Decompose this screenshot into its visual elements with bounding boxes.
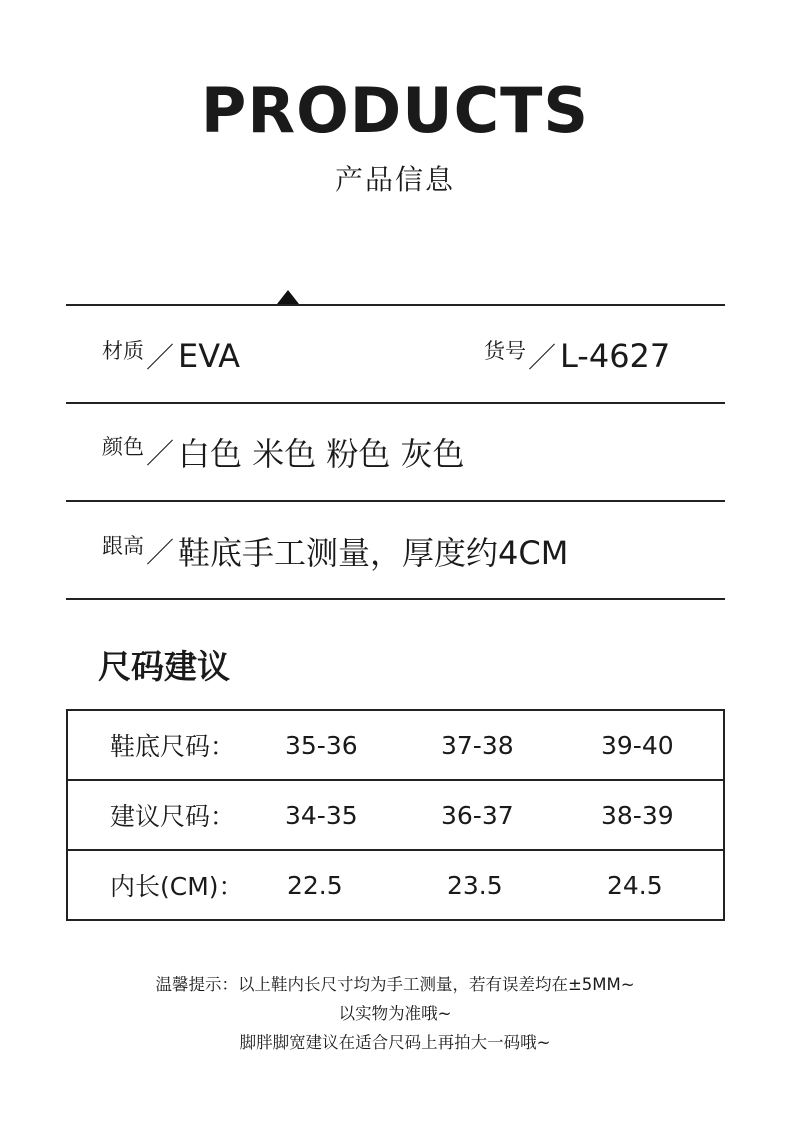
- material-value: EVA: [178, 337, 240, 375]
- table-cell: 34-35: [281, 780, 437, 850]
- size-table: [66, 709, 725, 921]
- separator: ／: [146, 341, 175, 374]
- material-row: [102, 326, 240, 386]
- heel-value: 鞋底手工测量，厚度约4CM: [178, 534, 569, 572]
- separator: ／: [528, 341, 557, 374]
- divider: [66, 500, 725, 502]
- note-line: 脚胖脚宽建议在适合尺码上再拍大一码哦~: [239, 1033, 551, 1052]
- color-value: 白色 米色 粉色 灰色: [178, 435, 465, 473]
- separator: ／: [146, 536, 175, 569]
- table-cell: 37-38: [441, 730, 514, 760]
- separator: ／: [146, 437, 175, 470]
- note-line: 温馨提示：以上鞋内长尺寸均为手工测量，若有误差均在±5MM~: [155, 975, 635, 994]
- item-number-label: 货号: [484, 339, 526, 363]
- table-cell: 36-37: [437, 780, 597, 850]
- table-cell: 38-39: [597, 780, 724, 850]
- material-label: 材质: [102, 339, 144, 363]
- table-row: [67, 710, 724, 780]
- note-line: 以实物为准哦~: [338, 1004, 452, 1023]
- page-subtitle: 产品信息: [334, 163, 455, 196]
- table-cell: 23.5: [437, 850, 597, 920]
- row-label: 建议尺码：: [67, 780, 281, 850]
- table-cell: 35-36: [285, 730, 358, 760]
- table-cell: 24.5: [597, 850, 724, 920]
- table-cell: 22.5: [281, 850, 437, 920]
- item-number-row: [484, 326, 670, 386]
- heel-row: [102, 521, 568, 581]
- divider: [66, 304, 725, 306]
- table-cell: 39-40: [601, 730, 674, 760]
- divider: [66, 598, 725, 600]
- table-row: [67, 780, 724, 850]
- triangle-marker-icon: [277, 290, 299, 304]
- page-title: PRODUCTS: [200, 74, 590, 147]
- size-section-title: 尺码建议: [98, 647, 230, 686]
- item-number-value: L-4627: [560, 337, 671, 375]
- heel-label: 跟高: [102, 534, 144, 558]
- table-row: [67, 850, 724, 920]
- row-label: 内长(CM)：: [67, 850, 281, 920]
- color-row: [102, 422, 465, 482]
- row-label: 鞋底尺码：: [110, 732, 236, 761]
- color-label: 颜色: [102, 435, 144, 459]
- divider: [66, 402, 725, 404]
